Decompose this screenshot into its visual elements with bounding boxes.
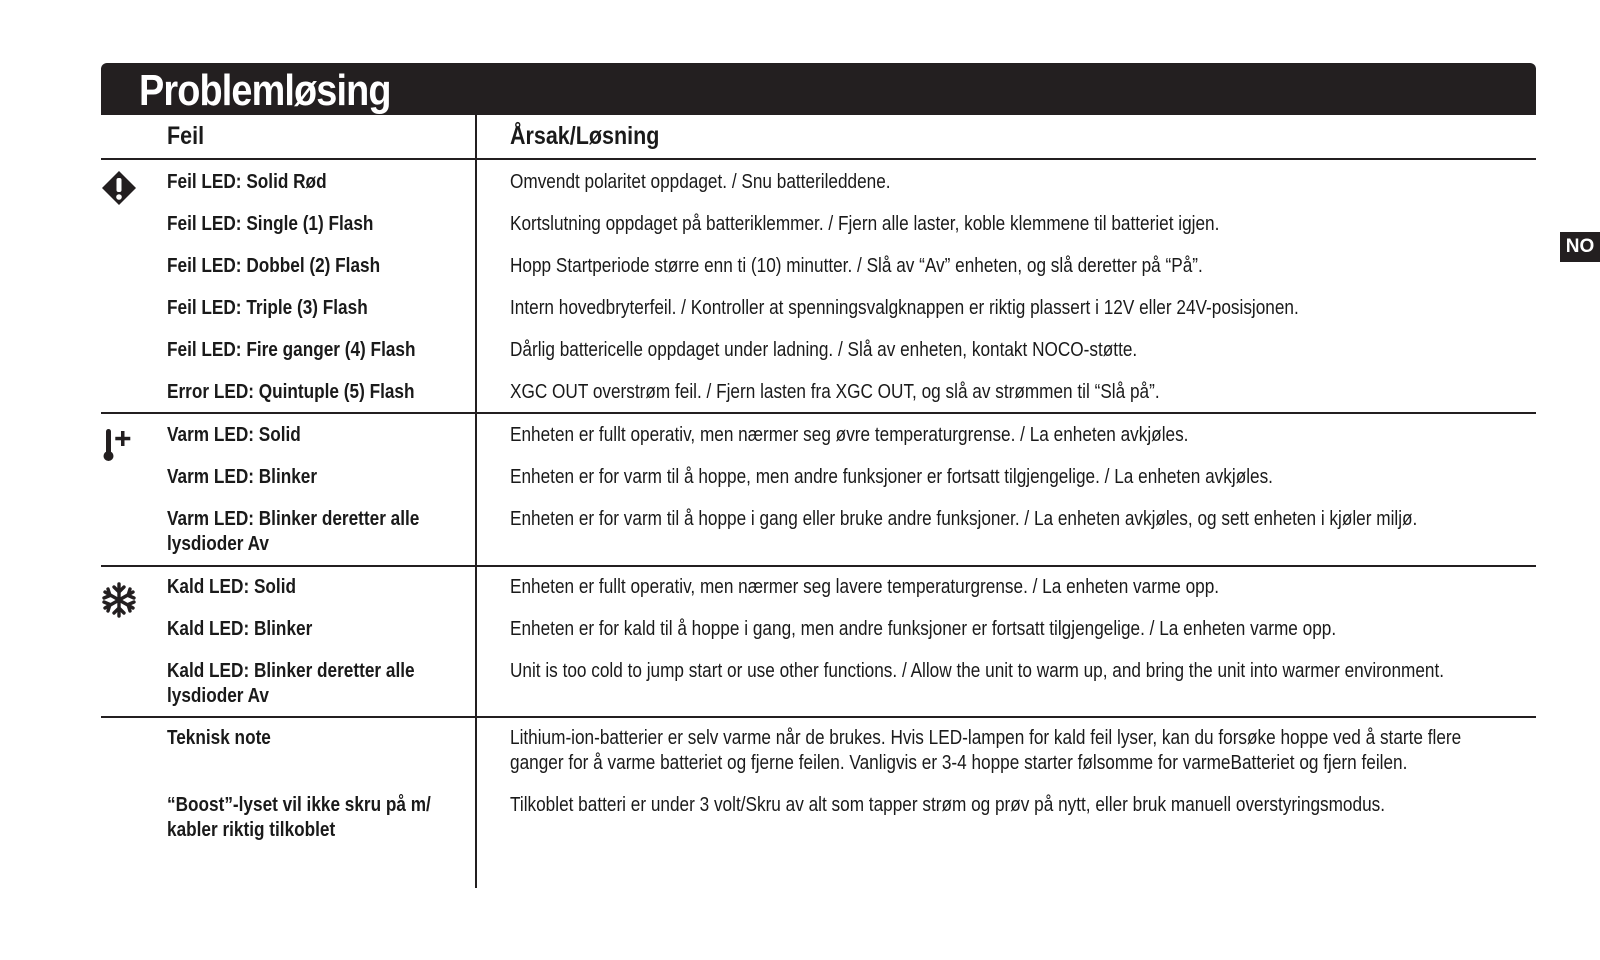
fault-cell: Teknisk note (167, 727, 271, 749)
fault-cell: Kald LED: Blinker (167, 618, 313, 640)
group-divider (101, 412, 1536, 414)
fault-cell-line-1: Varm LED: Blinker deretter alle (167, 508, 420, 530)
cause-cell: Omvendt polaritet oppdaget. / Snu batterileddene. (510, 171, 891, 193)
fault-cell-line-1: “Boost”-lyset vil ikke skru på m/ (167, 794, 431, 816)
cause-cell: Intern hovedbryterfeil. / Kontroller at spenningsvalgknappen er riktig plassert i 12V eller 24V-posisjonen. (510, 297, 1299, 319)
warning-diamond-icon (101, 170, 137, 206)
cause-cell: Unit is too cold to jump start or use other functions. / Allow the unit to warm up, and bring the unit into warmer environment. (510, 660, 1445, 682)
cause-cell: Enheten er fullt operativ, men nærmer seg øvre temperaturgrense. / La enheten avkjøles. (510, 424, 1189, 446)
fault-column-header: Feil (167, 122, 205, 150)
fault-cell: Feil LED: Single (1) Flash (167, 213, 374, 235)
fault-cell: Feil LED: Solid Rød (167, 171, 327, 193)
cause-cell: XGC OUT overstrøm feil. / Fjern lasten fra XGC OUT, og slå av strømmen til “Slå på”. (510, 381, 1160, 403)
header-rule (101, 158, 1536, 160)
cause-cell: Kortslutning oppdaget på batteriklemmer. / Fjern alle laster, koble klemmene til batteriet igjen. (510, 213, 1220, 235)
fault-cell: Feil LED: Fire ganger (4) Flash (167, 339, 416, 361)
thermometer-plus-icon (101, 427, 137, 463)
cause-cell: Hopp Startperiode større enn ti (10) minutter. / Slå av “Av” enheten, og slå deretter på “På”. (510, 255, 1203, 277)
cause-cell: Enheten er fullt operativ, men nærmer seg lavere temperaturgrense. / La enheten varme opp. (510, 576, 1220, 598)
cause-cell-line-1: Lithium-ion-batterier er selv varme når de brukes. Hvis LED-lampen for kald feil lyser, kan du forsøke hoppe ved å starte flere (510, 727, 1462, 749)
cause-cell: Enheten er for varm til å hoppe i gang eller bruke andre funksjoner. / La enheten avkjøles, og sett enheten i kjøler miljø. (510, 508, 1418, 530)
cause-cell: Tilkoblet batteri er under 3 volt/Skru av alt som tapper strøm og prøv på nytt, eller bruk manuell overstyringsmodus. (510, 794, 1386, 816)
fault-cell-line-2: lysdioder Av (167, 533, 269, 555)
fault-cell: Kald LED: Solid (167, 576, 296, 598)
language-tab: NO (1560, 232, 1600, 262)
fault-cell-line-1: Kald LED: Blinker deretter alle (167, 660, 415, 682)
snowflake-icon (101, 582, 137, 618)
fault-cell-line-2: kabler riktig tilkoblet (167, 819, 336, 841)
cause-cell: Dårlig battericelle oppdaget under ladning. / Slå av enheten, kontakt NOCO-støtte. (510, 339, 1138, 361)
fault-cell: Varm LED: Solid (167, 424, 301, 446)
title-bar (101, 63, 1536, 115)
fault-cell: Varm LED: Blinker (167, 466, 318, 488)
column-divider (475, 115, 477, 888)
cause-cell: Enheten er for kald til å hoppe i gang, men andre funksjoner er fortsatt tilgjengelige. / La enheten varme opp. (510, 618, 1337, 640)
fault-cell-line-2: lysdioder Av (167, 685, 269, 707)
fault-cell: Error LED: Quintuple (5) Flash (167, 381, 415, 403)
cause-cell-line-2: ganger for å varme batteriet og fjerne feilen. Vanligvis er 3-4 hoppe starter følsomme for varmeBatteriet og fjern feilen. (510, 752, 1408, 774)
fault-cell: Feil LED: Dobbel (2) Flash (167, 255, 381, 277)
cause-cell: Enheten er for varm til å hoppe, men andre funksjoner er fortsatt tilgjengelige. / La enheten avkjøles. (510, 466, 1273, 488)
page-title: Problemløsing (139, 66, 391, 115)
group-divider (101, 565, 1536, 567)
fault-cell: Feil LED: Triple (3) Flash (167, 297, 368, 319)
cause-column-header: Årsak/Løsning (510, 122, 660, 150)
group-divider (101, 716, 1536, 718)
